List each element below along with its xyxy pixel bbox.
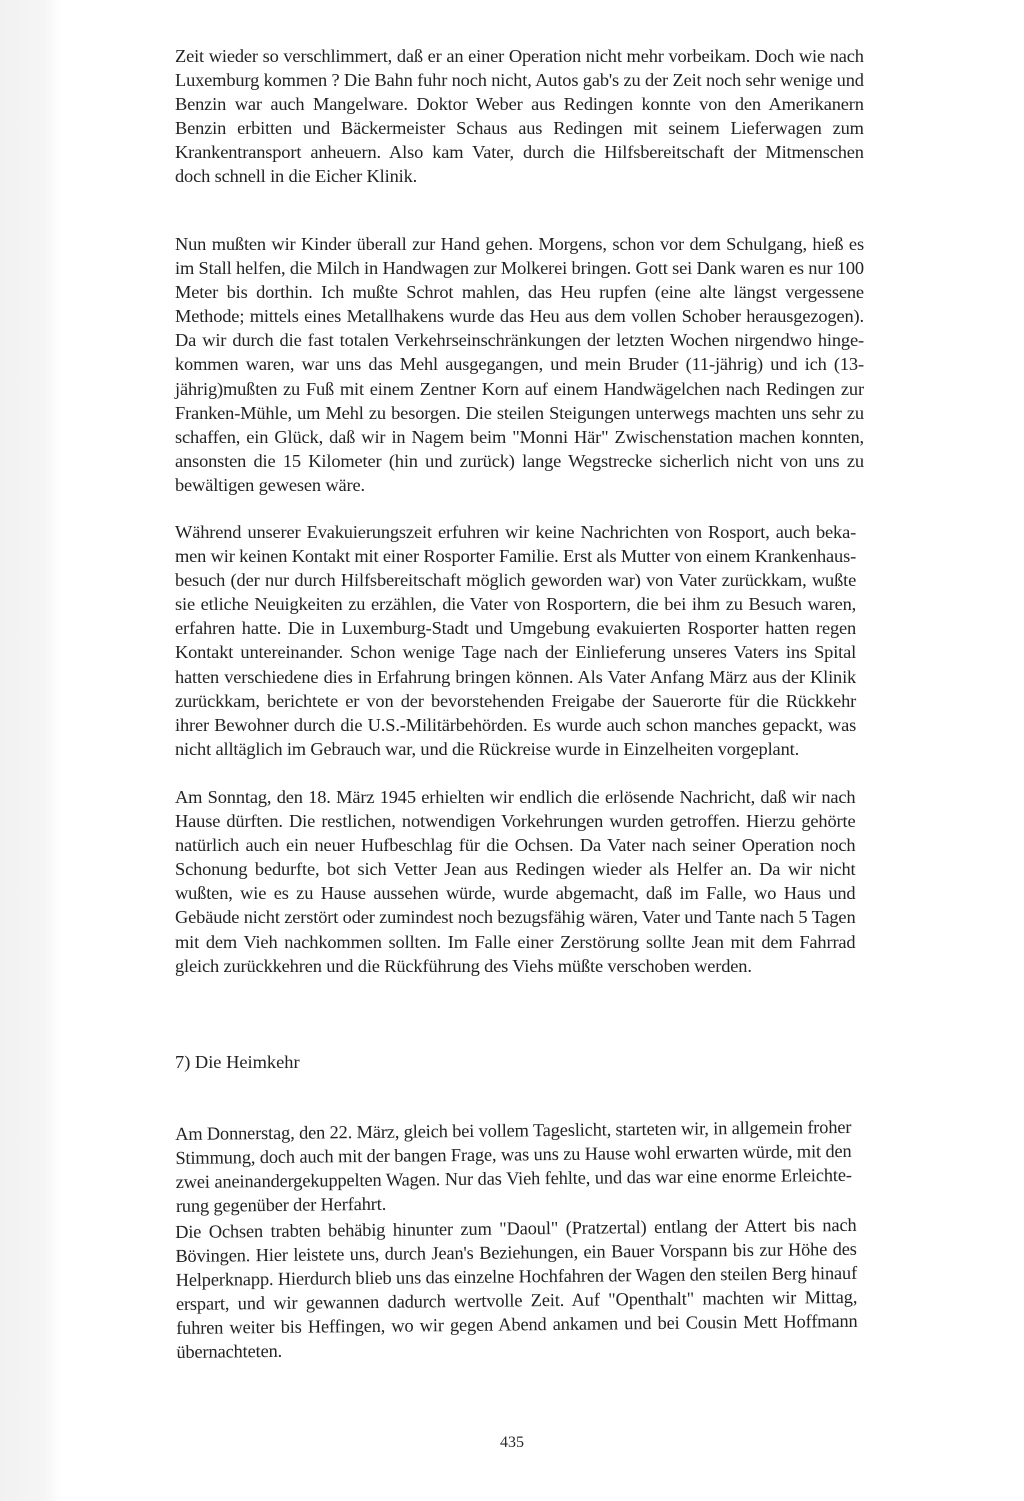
text-line: ihrer Bewohner durch die U.S.-Militärbehörden. Es wurde auch schon manches gepackt, was [175,714,857,735]
text-line: zwei aneinandergekuppelten Wagen. Nur das Vieh fehlte, und das war eine enorme Erleichte- [175,1165,852,1193]
text-line: Schonung bedurfte, bot sich Vetter Jean aus Redingen wieder als Helfer an. Da wir nicht [175,859,856,880]
paragraph-journey [175,1213,858,1365]
text-line: im Stall helfen, die Milch in Handwagen zur Molkerei bringen. Gott sei Dank waren es nur 100 [175,258,864,279]
text-line: übernachteten. [176,1341,283,1363]
paragraph-hospital-transport [175,44,864,189]
text-line: Nun mußten wir Kinder überall zur Hand gehen. Morgens, schon vor dem Schulgang, hieß es [175,234,864,254]
text-line: erfahren hatte. Die in Luxemburg-Stadt und Umgebung evakuierten Rosporter hatten regen [175,618,857,639]
text-line: doch schnell in die Eicher Klinik. [175,166,418,187]
text-line: Bövingen. Hier leistete uns, durch Jean's Beziehungen, ein Bauer Vorspann bis zur Höhe des [175,1238,857,1267]
text-line: gleich zurückkehren und die Rückführung des Viehs müßte verschoben werden. [175,955,752,976]
text-line: Luxemburg kommen ? Die Bahn fuhr noch nicht, Autos gab's zu der Zeit noch sehr wenige und [175,70,864,91]
text-line: fuhren weiter bis Heffingen, wo wir gegen Abend ankamen und bei Cousin Mett Hoffmann [176,1311,858,1339]
text-line: Während unserer Evakuierungszeit erfuhren wir keine Nachrichten von Rosport, auch beka- [175,522,857,542]
text-line: Stimmung, doch auch mit der bangen Frage, was uns zu Hause wohl erwarten würde, mit den [175,1141,852,1169]
binding-shadow [0,0,62,1501]
paragraph-departure [175,1115,852,1218]
text-line: Am Donnerstag, den 22. März, gleich bei vollem Tageslicht, starteten wir, in allgemein froher [175,1116,852,1144]
paragraph-children-chores [175,232,864,497]
text-line: Benzin erbitten und Bäckermeister Schaus aus Redingen mit seinem Lieferwagen zum [175,118,864,139]
text-line: Helperknapp. Hierdurch blieb uns das einzelne Hochfahren der Wagen den steilen Berg hinauf [175,1263,858,1291]
page-number: 435 [500,1434,524,1451]
text-line: natürlich auch ein neuer Hufbeschlag für die Ochsen. Da Vater nach seiner Operation noch [175,835,856,856]
text-line: nicht alltäglich im Gebrauch war, und die Rückreise wurde in Einzelheiten vorgeplant. [175,738,800,759]
text-line: besuch (der nur durch Hilfsbereitschaft möglich geworden war) von Vater zurückkam, wußte [175,570,857,591]
text-line: Meter bis dorthin. Ich mußte Schrot mahlen, das Heu rupfen (eine alte längst vergessene [175,282,864,303]
section-heading: 7) Die Heimkehr [175,1052,300,1072]
text-line: sie etliche Neuigkeiten zu erzählen, die Vater von Rosportern, die bei ihm zu Besuch waren, [175,594,857,615]
text-line: Benzin war auch Mangelware. Doktor Weber aus Redingen konnte von den Amerikanern [175,94,864,115]
text-line: Franken-Mühle, um Mehl zu besorgen. Die steilen Steigungen unterwegs machten uns sehr zu [175,402,864,423]
text-line: Die Ochsen trabten behäbig hinunter zum "Daoul" (Pratzertal) entlang der Attert bis nach [175,1214,857,1242]
text-line: erspart, und wir gewannen dadurch wertvolle Zeit. Auf "Openthalt" machten wir Mittag, [175,1287,858,1315]
text-line: Zeit wieder so verschlimmert, daß er an einer Operation nicht mehr vorbeikam. Doch wie nach [175,46,864,66]
text-line: hatten verschiedene dies in Erfahrung bringen können. Als Vater Anfang März aus der Klinik [175,666,857,687]
text-line: schaffen, ein Glück, daß wir in Nagem beim "Monni Här" Zwischenstation machen konnten, [175,426,864,447]
text-line: ansonsten die 15 Kilometer (hin und zurück) lange Wegstrecke sicherlich nicht von uns zu [175,450,864,471]
text-line: wußten, wie es zu Hause aussehen würde, wurde abgemacht, daß im Falle, wo Haus und [175,883,856,904]
text-line: Methode; mittels eines Metallhakens wurde das Heu aus dem vollen Schober herausgezogen). [175,306,864,327]
paragraph-evacuation-news [175,520,856,761]
text-line: Am Sonntag, den 18. März 1945 erhielten wir endlich die erlösende Nachricht, daß wir nach [175,787,856,807]
text-line: zurückkam, berichtete er von der bevorstehenden Freigabe der Sauerorte für die Rückkehr [175,690,857,711]
text-line: Da wir durch die fast totalen Verkehrseinschränkungen der letzten Wochen nirgendwo hinge- [175,330,864,351]
text-line: Krankentransport anheuern. Also kam Vater, durch die Hilfsbereitschaft der Mitmenschen [175,142,864,163]
text-line: kommen waren, war uns das Mehl ausgegangen, und mein Bruder (11-jährig) und ich (13- [175,354,864,375]
text-line: mit dem Vieh nachkommen sollten. Im Falle einer Zerstörung sollte Jean mit dem Fahrrad [175,931,856,952]
text-line: rung gegenüber der Herfahrt. [175,1194,387,1217]
paragraph-return-permission [175,785,855,978]
text-line: Gebäude nicht zerstört oder zumindest noch bezugsfähig wären, Vater und Tante nach 5 Tagen [175,907,856,928]
text-line: Kontakt untereinander. Schon wenige Tage nach der Einlieferung unseres Vaters ins Spital [175,642,857,663]
text-line: men wir keinen Kontakt mit einer Rosporter Familie. Erst als Mutter von einem Krankenhaus- [175,546,857,567]
text-line: bewältigen gewesen wäre. [175,474,365,495]
text-line: Hause dürften. Die restlichen, notwendigen Vorkehrungen wurden getroffen. Hierzu gehörte [175,811,856,832]
text-line: jährig)mußten zu Fuß mit einem Zentner Korn auf einem Handwägelchen nach Redingen zur [175,378,864,399]
